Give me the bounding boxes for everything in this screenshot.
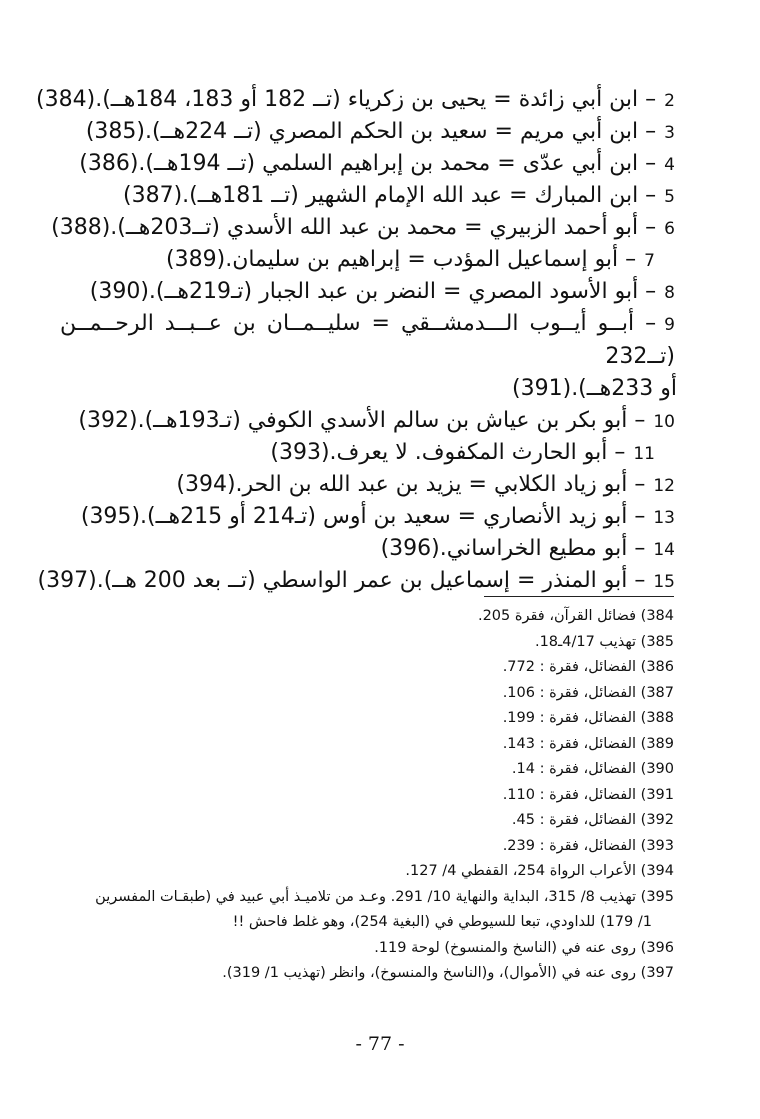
footnote: 394) الأعراب الرواة 254، القفطي 4/ 127. <box>405 863 674 879</box>
footnote-text: 395) تهذيب 8/ 315، البداية والنهاية 10/ 291. وعـد من تلاميـذ أبي عبيد في (طبقـات المفسرين <box>95 888 674 905</box>
list-item <box>60 437 675 469</box>
footnote: 384) فضائل القرآن، فقرة 205. <box>477 608 674 624</box>
item-number: 10 <box>653 412 675 432</box>
footnote-continuation: 1/ 179) للداودي، تبعا للسيوطي في (البغية 254)، وهو غلط فاحش !! <box>232 914 652 930</box>
item-text: – أبو الأسود المصري = النضر بن عبد الجبار (تـ219هــ).(390) <box>89 279 657 304</box>
list-item <box>60 308 675 405</box>
item-text: – ابن المبارك = عبد الله الإمام الشهير (تــ 181هــ).(387) <box>123 183 657 208</box>
item-text: – أبو بكر بن عياش بن سالم الأسدي الكوفي (تـ193هــ).(392) <box>78 408 646 433</box>
list-item <box>36 84 675 116</box>
footnote: 389) الفضائل، فقرة : 143. <box>502 735 674 752</box>
item-number: 3 <box>664 123 675 143</box>
list-item <box>60 501 675 533</box>
footnote-separator <box>484 596 674 597</box>
item-number: 4 <box>664 155 675 175</box>
footnote: 393) الفضائل، فقرة : 239. <box>502 837 674 854</box>
list-item <box>60 116 675 148</box>
list-item <box>60 180 675 212</box>
footnote: 396) روى عنه في (الناسخ والمنسوخ) لوحة 119. <box>374 939 674 956</box>
item-number: 13 <box>653 508 675 528</box>
page-number: - 77 - <box>355 1033 405 1055</box>
item-text: – ابن أبي عدّى = محمد بن إبراهيم السلمي (تــ 194هــ).(386) <box>79 151 657 176</box>
item-number: 5 <box>664 187 675 207</box>
item-text: – أبو زيد الأنصاري = سعيد بن أوس (تـ214 أو 215هــ).(395) <box>80 504 646 529</box>
list-item <box>60 533 675 565</box>
list-item <box>37 565 675 597</box>
item-text-continuation: أو 233هــ).(391) <box>512 376 677 401</box>
footnote: 385) تهذيب 4/17ـ18. <box>534 633 674 650</box>
footnote: 386) الفضائل، فقرة : 772. <box>502 659 674 675</box>
footnote: 397) روى عنه في (الأموال)، و(الناسخ والمنسوخ)، وانظر (تهذيب 1/ 319). <box>222 965 674 981</box>
list-item <box>60 469 675 501</box>
item-text: – أبو إسماعيل المؤدب = إبراهيم بن سليمان.(389) <box>166 247 637 272</box>
footnote: 387) الفضائل، فقرة : 106. <box>502 684 674 701</box>
item-text: – ابن أبي مريم = سعيد بن الحكم المصري (تــ 224هــ).(385) <box>85 119 657 144</box>
list-item <box>51 212 675 244</box>
item-number: 8 <box>664 283 675 303</box>
item-text: – أبو زياد الكلابي = يزيد بن عبد الله بن الحر.(394) <box>176 472 646 497</box>
list-item <box>60 405 675 437</box>
item-number: 14 <box>653 540 675 560</box>
footnotes <box>60 604 674 987</box>
item-number: 2 <box>664 91 675 111</box>
list-item <box>60 244 675 276</box>
footnote <box>60 885 674 936</box>
item-number: 9 <box>664 315 675 335</box>
list-item <box>60 148 675 180</box>
item-text: – ابن أبي زائدة = يحيى بن زكرياء (تــ 182 أو 183، 184هــ).(384) <box>36 87 657 112</box>
item-text: – أبو الحارث المكفوف. لا يعرف.(393) <box>270 440 626 465</box>
footnote: 391) الفضائل، فقرة : 110. <box>502 786 674 803</box>
footnote: 392) الفضائل، فقرة : 45. <box>511 812 674 828</box>
item-number: 6 <box>664 219 675 239</box>
item-text: – أبو المنذر = إسماعيل بن عمر الواسطي (تــ بعد 200 هــ).(397) <box>37 568 646 593</box>
item-text: – أبــو أيــوب الـــدمشــقي = سليــمــان بن عــبــد الرحــمــن (تــ232 <box>60 311 675 369</box>
footnote: 388) الفضائل، فقرة : 199. <box>502 710 674 726</box>
item-number: 12 <box>653 476 675 496</box>
item-number: 7 <box>644 251 655 271</box>
item-text: – أبو مطيع الخراساني.(396) <box>380 536 646 561</box>
list-item <box>60 276 675 308</box>
narrators-list <box>36 84 677 597</box>
item-number: 11 <box>633 444 655 464</box>
item-number: 15 <box>653 572 675 592</box>
footnote: 390) الفضائل، فقرة : 14. <box>511 761 674 777</box>
item-text: – أبو أحمد الزبيري = محمد بن عبد الله الأسدي (تــ203هــ).(388) <box>51 215 657 240</box>
